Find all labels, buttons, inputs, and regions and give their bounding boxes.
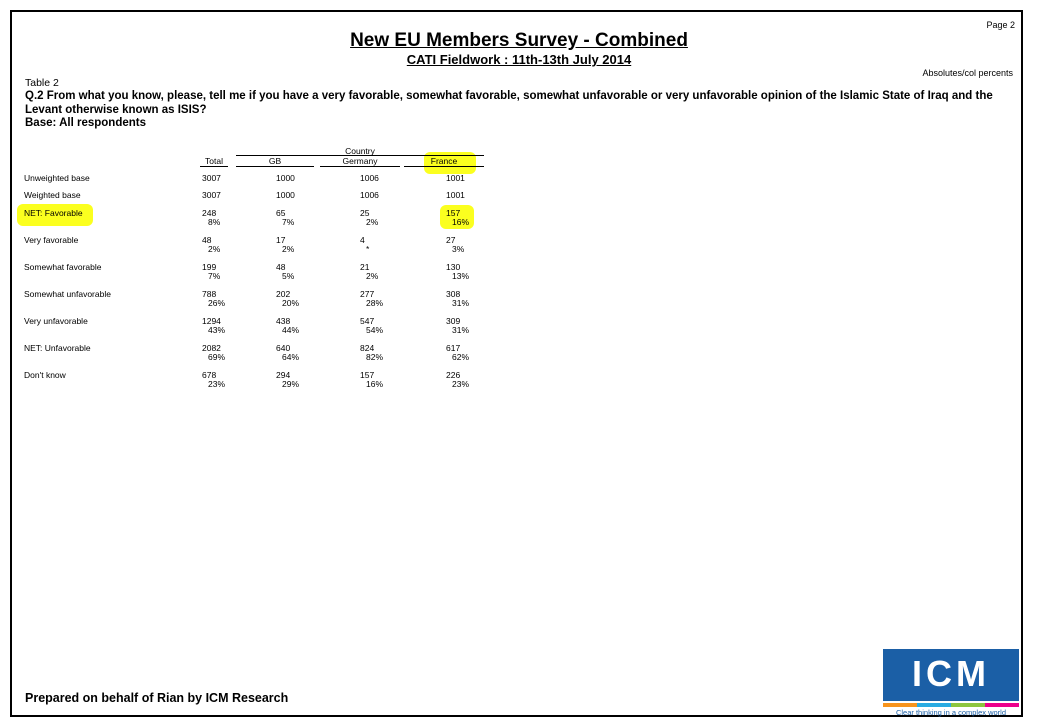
cell-france — [446, 191, 465, 200]
cell-value: 3007 — [202, 173, 221, 183]
cell-value: 21 — [360, 262, 370, 272]
cell-percent: 54% — [366, 325, 384, 335]
cell-value: 248 — [202, 208, 217, 218]
cell-france — [446, 344, 469, 362]
cell-total — [202, 191, 221, 200]
icm-logo — [883, 649, 1019, 701]
cell-percent: 3% — [452, 244, 465, 254]
base-text: Base: All respondents — [25, 117, 146, 129]
logo-tagline: Clear thinking in a complex world — [895, 708, 1007, 717]
cell-percent: 26% — [208, 298, 226, 308]
question-text: Q.2 From what you know, please, tell me if you have a very favorable, somewhat favorable, somewhat unfavorable or very unfavorable opinion of the Islamic State of Iraq and the Levant otherwise known as ISIS? — [25, 90, 993, 116]
cell-france — [446, 236, 464, 254]
cell-value: 1000 — [276, 190, 295, 200]
row-label: NET: Favorable — [24, 208, 83, 218]
cell-percent: 31% — [452, 325, 470, 335]
cell-value: 1006 — [360, 173, 379, 183]
logo-bar — [951, 703, 985, 707]
row-label: Very favorable — [24, 235, 79, 245]
cell-percent: 23% — [452, 379, 470, 389]
cell-france — [446, 209, 469, 227]
cell-gb — [276, 344, 299, 362]
cell-gb — [276, 317, 299, 335]
footer-text: Prepared on behalf of Rian by ICM Research — [25, 691, 289, 705]
cell-germany — [360, 344, 383, 362]
row-label: Don't know — [24, 370, 66, 380]
cell-gb — [276, 263, 294, 281]
cell-value: 2082 — [202, 343, 221, 353]
cell-percent: 2% — [282, 244, 295, 254]
cell-value: 48 — [276, 262, 286, 272]
absolutes-note: Absolutes/col percents — [922, 68, 1013, 78]
cell-percent: 23% — [208, 379, 226, 389]
cell-value: 157 — [446, 208, 461, 218]
table-label: Table 2 — [25, 77, 59, 89]
cell-value: 3007 — [202, 190, 221, 200]
cell-value: 308 — [446, 289, 461, 299]
cell-percent: 7% — [282, 217, 295, 227]
cell-percent: 2% — [208, 244, 221, 254]
cell-germany — [360, 263, 378, 281]
cell-france — [446, 371, 469, 389]
cell-value: 157 — [360, 370, 375, 380]
cell-gb — [276, 371, 299, 389]
cell-value: 25 — [360, 208, 370, 218]
cell-value: 438 — [276, 316, 291, 326]
cell-value: 1006 — [360, 190, 379, 200]
cell-percent: 16% — [366, 379, 384, 389]
cell-percent: 13% — [452, 271, 470, 281]
cell-germany — [360, 191, 379, 200]
cell-percent: 64% — [282, 352, 300, 362]
column-header-germany: Germany — [320, 156, 400, 167]
cell-percent: 31% — [452, 298, 470, 308]
cell-total — [202, 174, 221, 183]
cell-percent: 44% — [282, 325, 300, 335]
row-label: Somewhat unfavorable — [24, 289, 111, 299]
row-label: Very unfavorable — [24, 316, 88, 326]
cell-total — [202, 236, 220, 254]
cell-france — [446, 317, 469, 335]
cell-value: 309 — [446, 316, 461, 326]
report-subtitle: CATI Fieldwork : 11th-13th July 2014 — [406, 52, 632, 67]
cell-percent: 62% — [452, 352, 470, 362]
cell-value: 1000 — [276, 173, 295, 183]
logo-bar — [985, 703, 1019, 707]
cell-percent: 5% — [282, 271, 295, 281]
column-header-total: Total — [200, 156, 228, 167]
cell-value: 1001 — [446, 190, 465, 200]
cell-gb — [276, 290, 299, 308]
cell-percent: 43% — [208, 325, 226, 335]
cell-percent: 20% — [282, 298, 300, 308]
cell-france — [446, 174, 465, 183]
cell-value: 640 — [276, 343, 291, 353]
cell-percent: 7% — [208, 271, 221, 281]
cell-total — [202, 317, 225, 335]
cell-gb — [276, 174, 295, 183]
column-header-france: France — [404, 156, 484, 167]
report-title: New EU Members Survey - Combined — [350, 30, 688, 51]
cell-germany — [360, 236, 369, 254]
cell-percent: 69% — [208, 352, 226, 362]
cell-value: 27 — [446, 235, 456, 245]
cell-germany — [360, 209, 378, 227]
cell-percent: 2% — [366, 217, 379, 227]
cell-percent: 8% — [208, 217, 221, 227]
row-label: Unweighted base — [24, 173, 90, 183]
cell-total — [202, 290, 225, 308]
cell-gb — [276, 236, 294, 254]
cell-value: 202 — [276, 289, 291, 299]
cell-total — [202, 371, 225, 389]
cell-value: 788 — [202, 289, 217, 299]
cell-percent: 29% — [282, 379, 300, 389]
cell-value: 678 — [202, 370, 217, 380]
cell-value: 17 — [276, 235, 286, 245]
cell-percent: 82% — [366, 352, 384, 362]
column-header-gb: GB — [236, 156, 314, 167]
logo-color-bars — [883, 703, 1019, 707]
logo-text: ICM — [912, 653, 990, 694]
cell-gb — [276, 191, 295, 200]
cell-percent: 28% — [366, 298, 384, 308]
cell-value: 130 — [446, 262, 461, 272]
cell-value: 226 — [446, 370, 461, 380]
cell-value: 1294 — [202, 316, 221, 326]
cell-germany — [360, 371, 383, 389]
cell-total — [202, 263, 220, 281]
cell-value: 617 — [446, 343, 461, 353]
cell-germany — [360, 317, 383, 335]
cell-value: 824 — [360, 343, 375, 353]
row-label: Weighted base — [24, 190, 81, 200]
cell-gb — [276, 209, 294, 227]
cell-germany — [360, 174, 379, 183]
cell-percent: * — [366, 244, 370, 254]
cell-france — [446, 263, 469, 281]
cell-value: 547 — [360, 316, 375, 326]
page-number: Page 2 — [986, 20, 1015, 30]
cell-total — [202, 344, 225, 362]
cell-total — [202, 209, 220, 227]
cell-value: 48 — [202, 235, 212, 245]
cell-percent: 16% — [452, 217, 470, 227]
country-header: Country — [345, 146, 375, 156]
cell-value: 294 — [276, 370, 291, 380]
cell-france — [446, 290, 469, 308]
cell-value: 199 — [202, 262, 217, 272]
cell-germany — [360, 290, 383, 308]
cell-percent: 2% — [366, 271, 379, 281]
logo-bar — [883, 703, 917, 707]
row-label: Somewhat favorable — [24, 262, 102, 272]
cell-value: 1001 — [446, 173, 465, 183]
cell-value: 277 — [360, 289, 375, 299]
row-label: NET: Unfavorable — [24, 343, 91, 353]
logo-bar — [917, 703, 951, 707]
cell-value: 65 — [276, 208, 286, 218]
cell-value: 4 — [360, 235, 365, 245]
